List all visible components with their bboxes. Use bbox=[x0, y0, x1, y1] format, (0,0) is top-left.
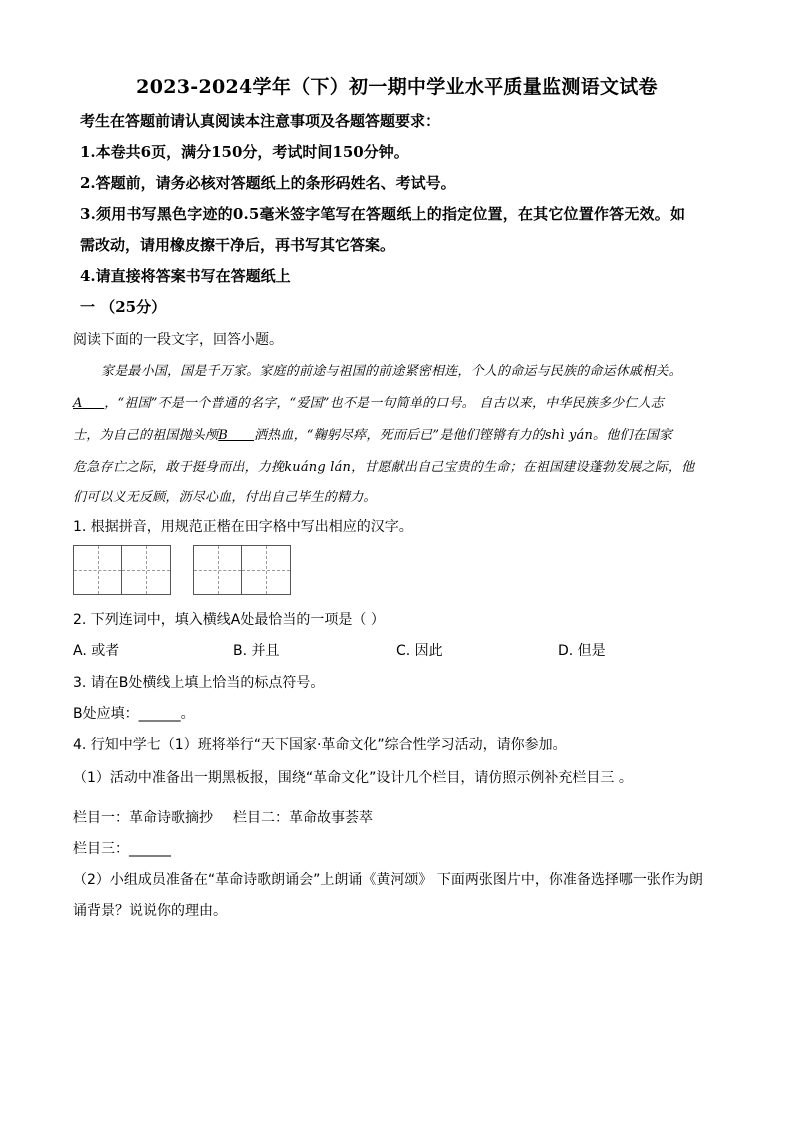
option-d[interactable]: D. 但是 bbox=[558, 643, 606, 659]
passage-line-3 bbox=[73, 424, 672, 443]
notice-item-2: 2.答题前，请务必核对答题纸上的条形码姓名、考试号。 bbox=[80, 174, 456, 192]
option-a[interactable]: A. 或者 bbox=[73, 643, 120, 659]
notice-item-3-line1: 3.须用书写黑色字迹的0.5毫米签字笔写在答题纸上的指定位置，在其它位置作答无效。如 bbox=[80, 205, 686, 223]
tianzige-cell[interactable] bbox=[74, 546, 122, 594]
section-instruction: 阅读下面的一段文字，回答小题。 bbox=[73, 332, 283, 348]
question-3-answer[interactable]: B处应填：______。 bbox=[73, 706, 195, 722]
question-3: 3. 请在B处横线上填上恰当的标点符号。 bbox=[73, 675, 325, 691]
option-c[interactable]: C. 因此 bbox=[396, 643, 443, 659]
question-2: 2. 下列连词中，填入横线A处最恰当的一项是（ ） bbox=[73, 612, 385, 628]
blank-a[interactable]: A bbox=[73, 396, 83, 411]
exam-title: 2023-2024学年（下）初一期中学业水平质量监测语文试卷 bbox=[136, 76, 658, 98]
passage-line-3-post: 洒热血，“鞠躬尽瘁，死而后已”是他们铿锵有力的shì yán。他们在国家 bbox=[253, 428, 673, 443]
column-2: 栏目二：革命故事荟萃 bbox=[233, 810, 373, 826]
tianzige-cell[interactable] bbox=[122, 546, 170, 594]
tianzige-cell[interactable] bbox=[194, 546, 242, 594]
question-4: 4. 行知中学七（1）班将举行“天下国家·革命文化”综合性学习活动，请你参加。 bbox=[73, 737, 567, 753]
question-4-2-line2: 诵背景？说说你的理由。 bbox=[73, 903, 227, 919]
passage-line-1: 家是最小国，国是千万家。家庭的前途与祖国的前途紧密相连，个人的命运与民族的命运休戚相关。 bbox=[101, 364, 682, 379]
notice-item-1: 1.本卷共6页，满分150分，考试时间150分钟。 bbox=[80, 143, 409, 161]
blank-b[interactable]: B bbox=[218, 428, 228, 443]
section-heading: 一 （25分） bbox=[80, 298, 167, 316]
notice-intro: 考生在答题前请认真阅读本注意事项及各题答题要求： bbox=[80, 112, 441, 130]
notice-item-4: 4.请直接将答案书写在答题纸上 bbox=[80, 267, 291, 285]
column-1: 栏目一：革命诗歌摘抄 bbox=[73, 810, 213, 826]
question-1: 1. 根据拼音，用规范正楷在田字格中写出相应的汉字。 bbox=[73, 519, 413, 535]
passage-line-4: 危急存亡之际，敢于挺身而出，力挽kuáng lán，甘愿献出自己宝贵的生命；在祖国建设蓬勃发展之际，他 bbox=[73, 460, 695, 475]
column-3[interactable]: 栏目三：______ bbox=[73, 841, 171, 857]
notice-item-3-line2: 需改动，请用橡皮擦干净后，再书写其它答案。 bbox=[80, 236, 396, 254]
tianzige-grid-1[interactable] bbox=[73, 545, 171, 595]
tianzige-grid-2[interactable] bbox=[193, 545, 291, 595]
tianzige-cell[interactable] bbox=[242, 546, 290, 594]
passage-line-2-text: ，“祖国”不是一个普通的名字，“爱国”也不是一句简单的口号。 自古以来，中华民族多少仁人志 bbox=[104, 396, 664, 411]
passage-line-2 bbox=[73, 392, 664, 411]
passage-line-3-pre: 士，为自己的祖国抛头颅 bbox=[73, 428, 219, 443]
option-b[interactable]: B. 并且 bbox=[233, 643, 280, 659]
passage-line-5: 们可以义无反顾，沥尽心血，付出自己毕生的精力。 bbox=[73, 490, 377, 505]
question-4-2-line1: （2）小组成员准备在“革命诗歌朗诵会”上朗诵《黄河颂》 下面两张图片中，你准备选择哪一张作为朗 bbox=[73, 872, 703, 888]
question-4-1: （1）活动中准备出一期黑板报，围绕“革命文化”设计几个栏目，请仿照示例补充栏目三 。 bbox=[73, 770, 633, 786]
